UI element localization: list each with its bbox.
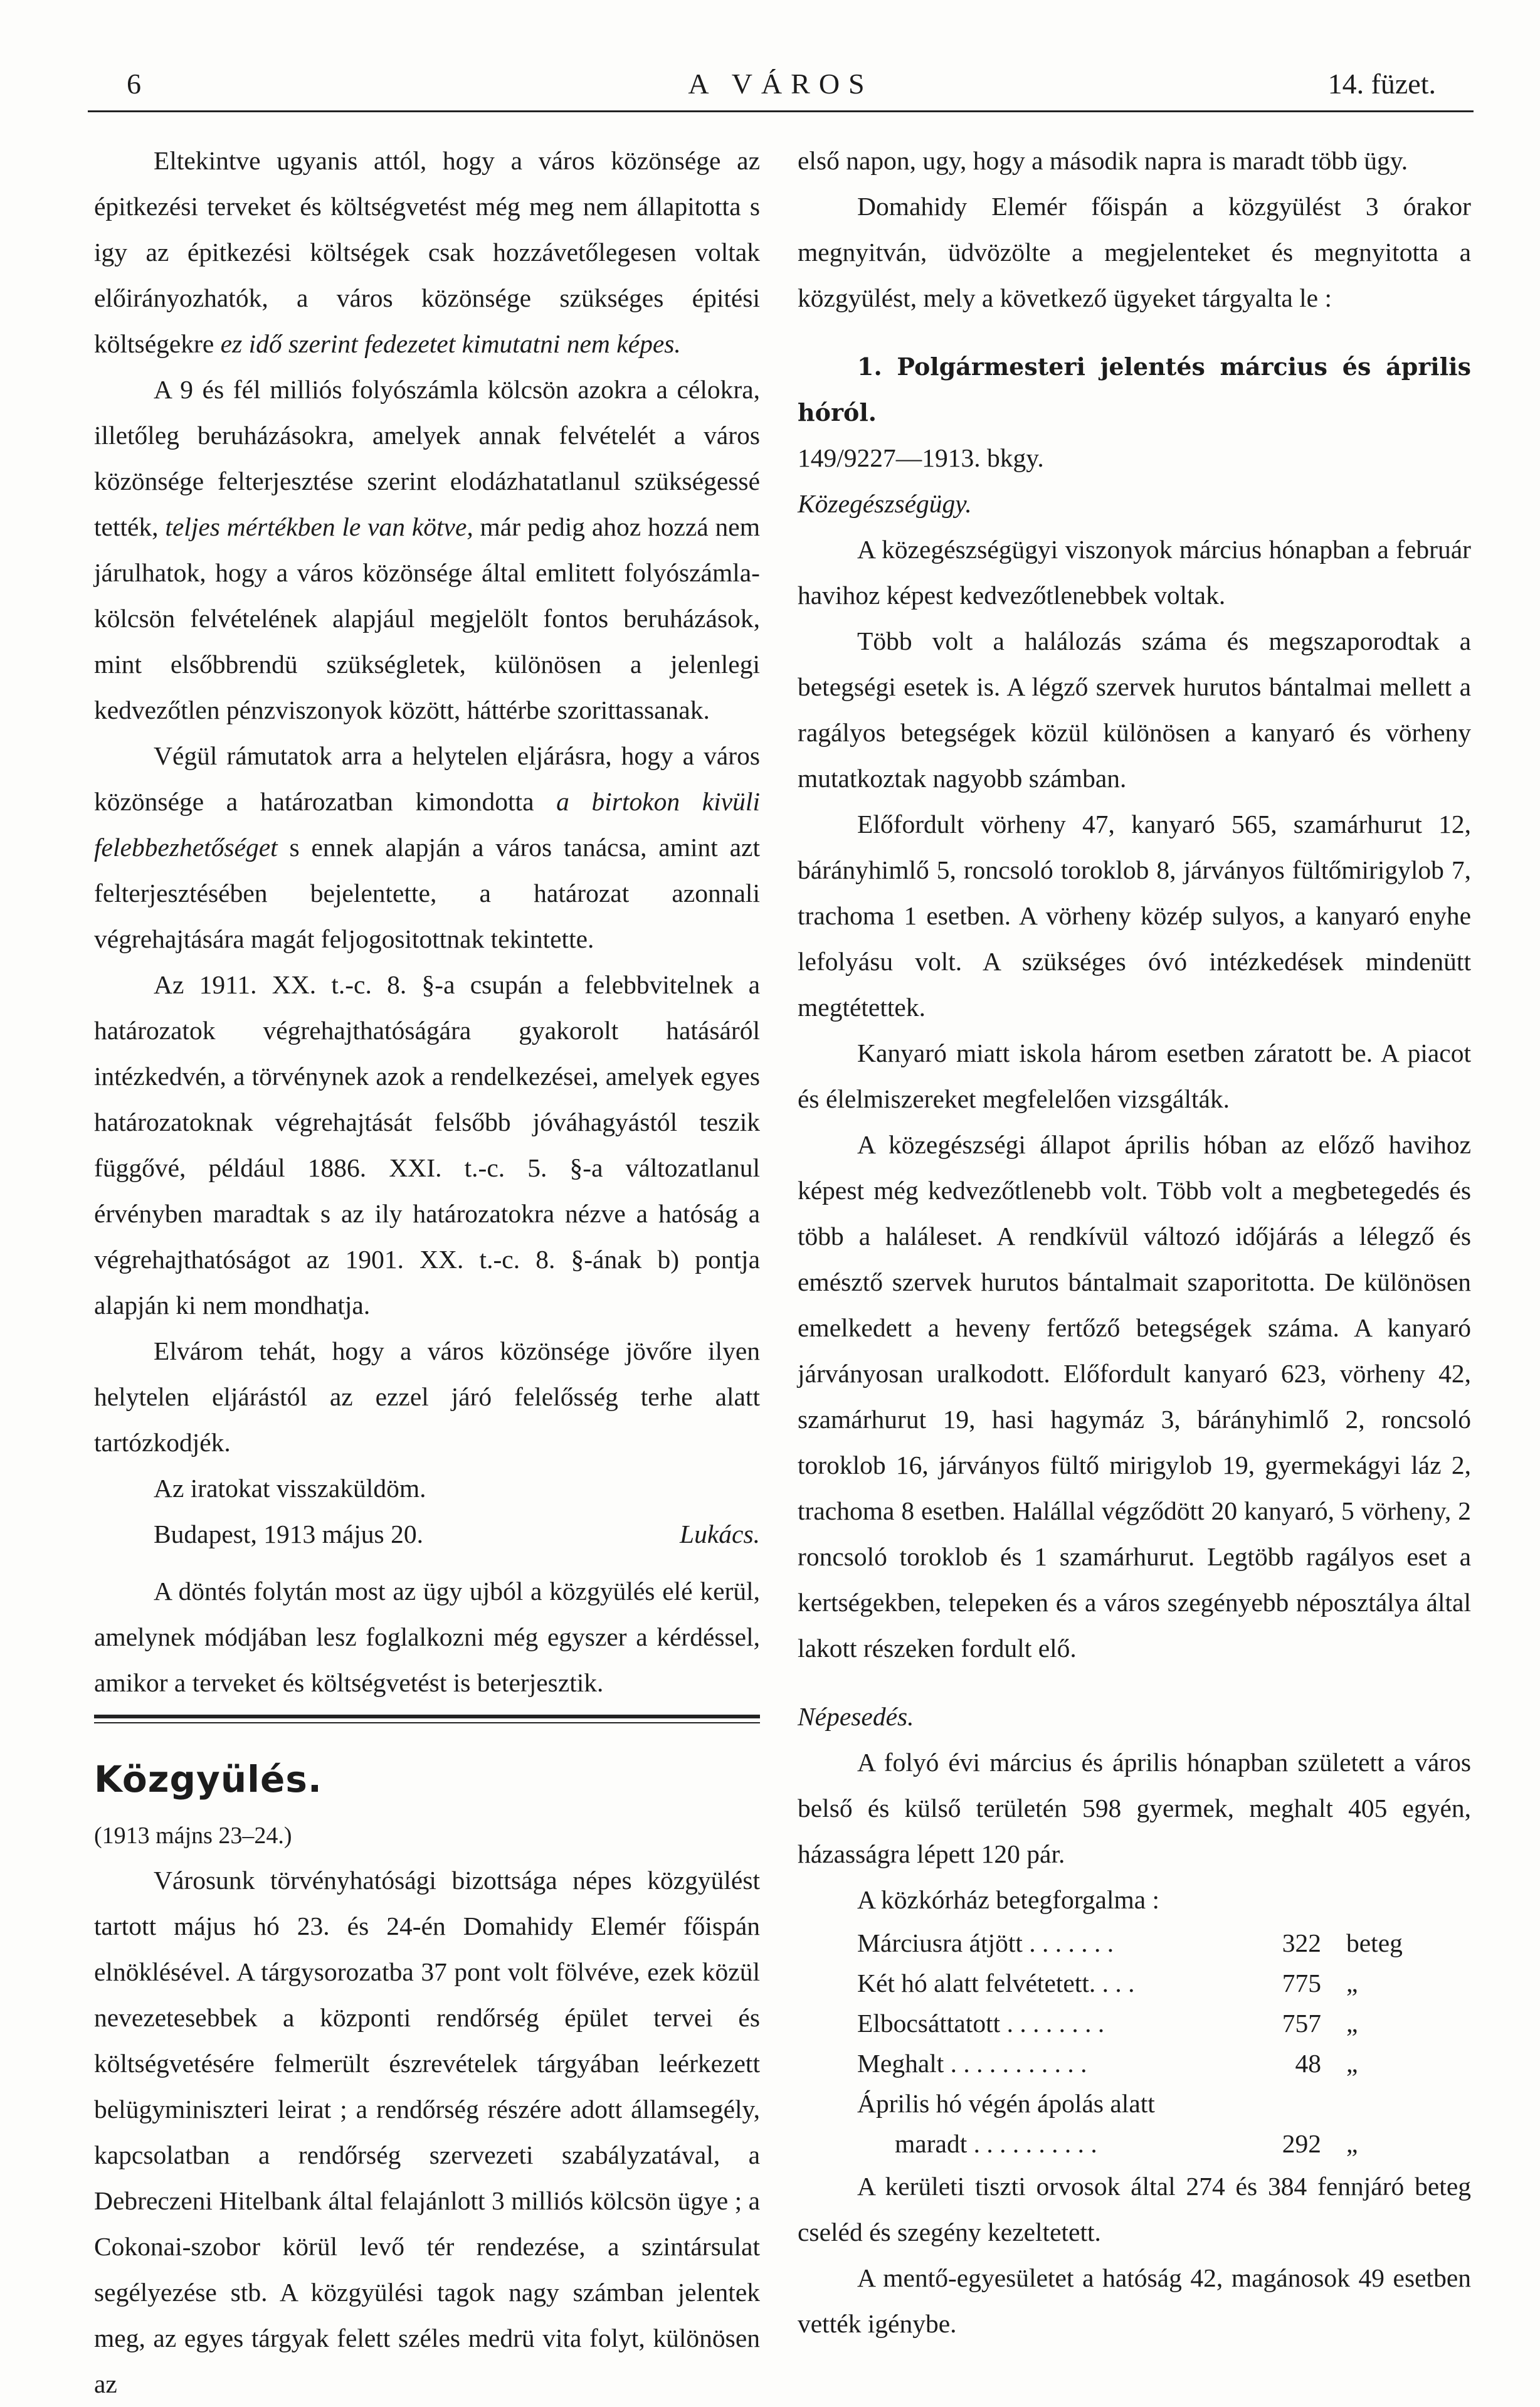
paragraph: Eltekintve ugyanis attól, hogy a város közönsége az épitkezési terveket és költségvetést még meg nem állapitotta s igy az épitkezési költségek csak hozzávetőlegesen voltak előirányozhatók, a város közönsége szükséges épitési költségekre ez idő szerint fedezetet kimutatni nem képes. (94, 146, 760, 358)
page-number: 6 (127, 68, 141, 100)
signature-place-date: Budapest, 1913 május 20. (154, 1520, 423, 1548)
paragraph: Az iratokat visszaküldöm. (154, 1474, 426, 1503)
signature-name: Lukács. (680, 1520, 760, 1548)
section-date: (1913 májns 23–24.) (94, 1822, 292, 1849)
hospital-stats-table (857, 1923, 1421, 2164)
stats-row: maradt . . . . . . . . . . 292 „ (895, 2129, 1358, 2158)
paragraph: A közegészségi állapot április hóban az előző havihoz képest még kedvezőtlenebb volt. Több volt a megbetegedés és több a haláleset. A rendkívül változó időjárás a lélegző és emésztő szervek hurutos bántalmait szaporitotta. De különösen emelkedett a heveny fertőző betegségek száma. A kanyaró járványosan uralkodott. Előfordult kanyaró 623, vörheny 42, szamárhurut 19, hasi hagymáz 3, bárányhimlő 2, roncsoló toroklob 16, járványos fültő mirigylob 19, gyermekágyi láz 2, trachoma 8 esetben. Halállal végződött 20 kanyaró, 5 vörheny, 2 roncsoló toroklob és 1 szamárhurut. Legtöbb ragályos eset a kertségekben, telepeken és a város szegényebb néposztálya által lakott részeken fordult elő. (798, 1130, 1471, 1663)
paragraph: A kerületi tiszti orvosok által 274 és 384 fennjáró beteg cseléd és szegény kezeltetett. (798, 2172, 1471, 2246)
subheading: Közegészségügy. (798, 489, 972, 518)
right-column (798, 138, 1471, 2347)
paragraph: Az 1911. XX. t.-c. 8. §-a csupán a felebbvitelnek a határozatok végrehajthatóságára gyakorolt hatásáról intézkedvén, a törvénynek azok a rendelkezései, amelyek egyes határozatoknak végrehajtását felsőbb jóváhagyástól teszik függővé, például 1886. XXI. t.-c. 5. §-a változatlanul érvényben maradtak s az ily határozatokra nézve a hatóság a végrehajthatóságot az 1901. XX. t.-c. 8. §-ának b) pontja alapján ki nem mondhatja. (94, 970, 760, 1320)
paragraph: Elvárom tehát, hogy a város közönsége jövőre ilyen helytelen eljárástól az ezzel járó felelősség terhe alatt tartózkodjék. (94, 1336, 760, 1457)
paragraph: A közegészségügyi viszonyok március hónapban a február havihoz képest kedvezőtlenebbek voltak. (798, 535, 1471, 610)
section-divider (94, 1706, 760, 1733)
signature-line (94, 1511, 760, 1557)
paragraph: Városunk törvényhatósági bizottsága népes közgyülést tartott május hó 23. és 24-én Domahidy Elemér főispán elnöklésével. A tárgysorozatba 37 pont volt fölvéve, ezek közül nevezetesebbek a központi rendőrség épület tervei és költségvetésére felmerült észrevételek tárgyában leérkezett belügyminiszteri leirat ; a rendőrség részére adott államsegély, kapcsolatban a rendőrség szervezeti szabályzatával, a Debreczeni Hitelbank által felajánlott 3 milliós kölcsön ügye ; a Cokonai-szobor körül levő tér rendezése, a szintársulat segélyezése stb. A közgyülési tagok nagy számban jelentek meg, az egyes tárgyak felett széles medrü vita folyt, különösen az (94, 1866, 760, 2398)
section-title: Közgyülés. (94, 1758, 322, 1801)
paragraph: Több volt a halálozás száma és megszaporodtak a betegségi esetek is. A légző szervek hurutos bántalmai mellett a ragályos betegségek közül különösen a kanyaró és vörheny mutatkoztak nagyobb számban. (798, 627, 1471, 793)
paragraph: első napon, ugy, hogy a második napra is maradt több ügy. (798, 146, 1408, 175)
paragraph: Végül rámutatok arra a helytelen eljárásra, hogy a város közönsége a határozatban kimondotta a birtokon kivüli felebbezhetőséget s ennek alapján a város tanácsa, amint azt felterjesztésében bejelentette, a határozat azonnali végrehajtására magát feljogositottnak tekintette. (94, 741, 760, 953)
stats-row: Elbocsáttatott . . . . . . . . 757 „ (857, 2009, 1358, 2038)
paragraph: Előfordult vörheny 47, kanyaró 565, szamárhurut 12, bárányhimlő 5, roncsoló toroklob 8, járványos fültőmirigylob 7, trachoma 1 esetben. A vörheny közép sulyos, a kanyaró enyhe lefolyásu volt. A szükséges óvó intézkedések mindenütt megtétettek. (798, 810, 1471, 1022)
journal-title: A VÁROS (688, 68, 873, 100)
paragraph: A mentő-egyesületet a hatóság 42, magánosok 49 esetben vették igénybe. (798, 2263, 1471, 2338)
agenda-item-reference: 149/9227—1913. bkgy. (798, 443, 1044, 472)
paragraph: A folyó évi március és április hónapban született a város belső és külső területén 598 gyermek, meghalt 405 egyén, házasságra lépett 120 pár. (798, 1748, 1471, 1868)
stats-row: Meghalt . . . . . . . . . . . 48 „ (857, 2049, 1358, 2078)
subheading: Népesedés. (798, 1702, 914, 1731)
paragraph: A közkórház betegforgalma : (857, 1885, 1160, 1914)
stats-row: Márciusra átjött . . . . . . . 322 beteg (857, 1928, 1403, 1957)
issue-number: 14. füzet. (1327, 68, 1436, 100)
page-header (88, 58, 1474, 112)
paragraph: Domahidy Elemér főispán a közgyülést 3 órakor megnyitván, üdvözölte a megjelenteket és megnyitotta a közgyülést, mely a következő ügyeket tárgyalta le : (798, 192, 1471, 312)
paragraph: A 9 és fél milliós folyószámla kölcsön azokra a célokra, illetőleg beruházásokra, amelyek annak felvételét a város közönsége felterjesztése szerint elodázhatatlanul szükségessé tették, teljes mértékben le van kötve, már pedig ahoz hozzá nem járulhatok, hogy a város közönsége által emlitett folyószámla-kölcsön felvételének alapjául megjelölt fontos beruházások, mint elsőbbrendü szükségletek, különösen a jelenlegi kedvezőtlen pénzviszonyok között, háttérbe szorittassanak. (94, 375, 760, 724)
stats-row: Két hó alatt felvétetett. . . . 775 „ (857, 1969, 1358, 1997)
paragraph: Kanyaró miatt iskola három esetben záratott be. A piacot és élelmiszereket megfelelően vizsgálták. (798, 1039, 1471, 1113)
agenda-item-title: 1. Polgármesteri jelentés március és április hóról. (798, 352, 1471, 426)
stats-row-label: Április hó végén ápolás alatt (857, 2089, 1155, 2118)
paragraph: A döntés folytán most az ügy ujból a közgyülés elé kerül, amelynek módjában lesz foglalkozni még egyszer a kérdéssel, amikor a terveket és költségvetést is beterjesztik. (94, 1577, 760, 1697)
left-column (94, 138, 760, 2407)
